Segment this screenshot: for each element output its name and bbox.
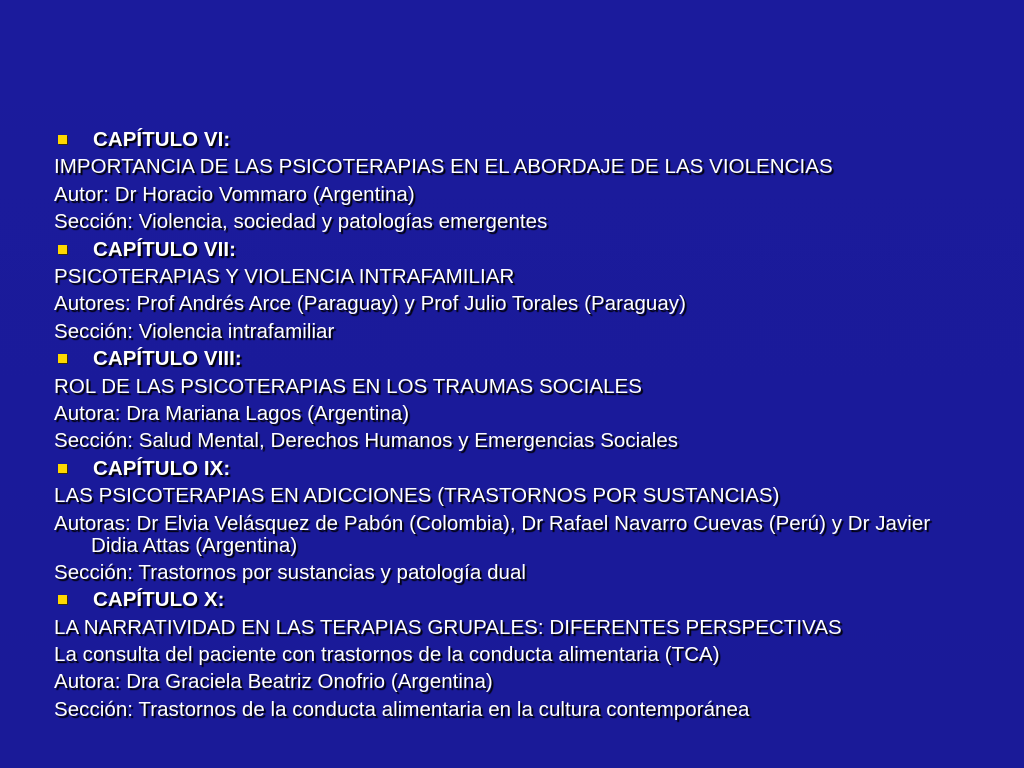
chapter-section: Sección: Trastornos por sustancias y patología dual — [54, 560, 527, 584]
chapter-title: PSICOTERAPIAS Y VIOLENCIA INTRAFAMILIAR — [54, 265, 515, 289]
chapter-section: Sección: Salud Mental, Derechos Humanos y Emergencias Sociales — [54, 429, 679, 453]
chapter-heading — [54, 236, 974, 263]
square-bullet-icon — [58, 245, 67, 254]
chapter-heading — [54, 126, 974, 153]
square-bullet-icon — [58, 464, 67, 473]
chapter-section: Sección: Violencia intrafamiliar — [54, 319, 335, 343]
chapter-heading-text: CAPÍTULO VII: — [93, 237, 237, 261]
chapter-heading — [54, 345, 974, 372]
chapter-heading-text: CAPÍTULO X: — [93, 588, 225, 612]
chapter-heading-text: CAPÍTULO VIII: — [93, 347, 242, 371]
chapter-list — [54, 126, 974, 723]
square-bullet-icon — [58, 595, 67, 604]
chapter-author: Autora: Dra Graciela Beatriz Onofrio (Argentina) — [54, 670, 493, 694]
chapter-author: Autora: Dra Mariana Lagos (Argentina) — [54, 402, 410, 426]
chapter-heading-text: CAPÍTULO VI: — [93, 128, 231, 151]
square-bullet-icon — [58, 354, 67, 363]
chapter-author: Autor: Dr Horacio Vommaro (Argentina) — [54, 182, 415, 206]
chapter-heading-text: CAPÍTULO IX: — [93, 456, 231, 480]
chapter-section: Sección: Violencia, sociedad y patologías emergentes — [54, 210, 548, 234]
chapter-heading — [54, 586, 974, 613]
chapter-author: Autoras: Dr Elvia Velásquez de Pabón (Colombia), Dr Rafael Navarro Cuevas (Perú) y Dr Javier Didia Attas (Argentina) — [54, 511, 931, 557]
chapter-title: LA NARRATIVIDAD EN LAS TERAPIAS GRUPALES: DIFERENTES PERSPECTIVAS — [54, 615, 842, 639]
square-bullet-icon — [58, 135, 67, 144]
chapter-section: Sección: Trastornos de la conducta alimentaria en la cultura contemporánea — [54, 697, 750, 721]
chapter-subtitle: La consulta del paciente con trastornos de la conducta alimentaria (TCA) — [54, 642, 720, 666]
chapter-title: IMPORTANCIA DE LAS PSICOTERAPIAS EN EL ABORDAJE DE LAS VIOLENCIAS — [54, 155, 833, 179]
chapter-title: LAS PSICOTERAPIAS EN ADICCIONES (TRASTORNOS POR SUSTANCIAS) — [54, 484, 780, 508]
chapter-title: ROL DE LAS PSICOTERAPIAS EN LOS TRAUMAS SOCIALES — [54, 374, 642, 398]
chapter-author: Autores: Prof Andrés Arce (Paraguay) y Prof Julio Torales (Paraguay) — [54, 292, 686, 316]
chapter-heading — [54, 455, 974, 482]
